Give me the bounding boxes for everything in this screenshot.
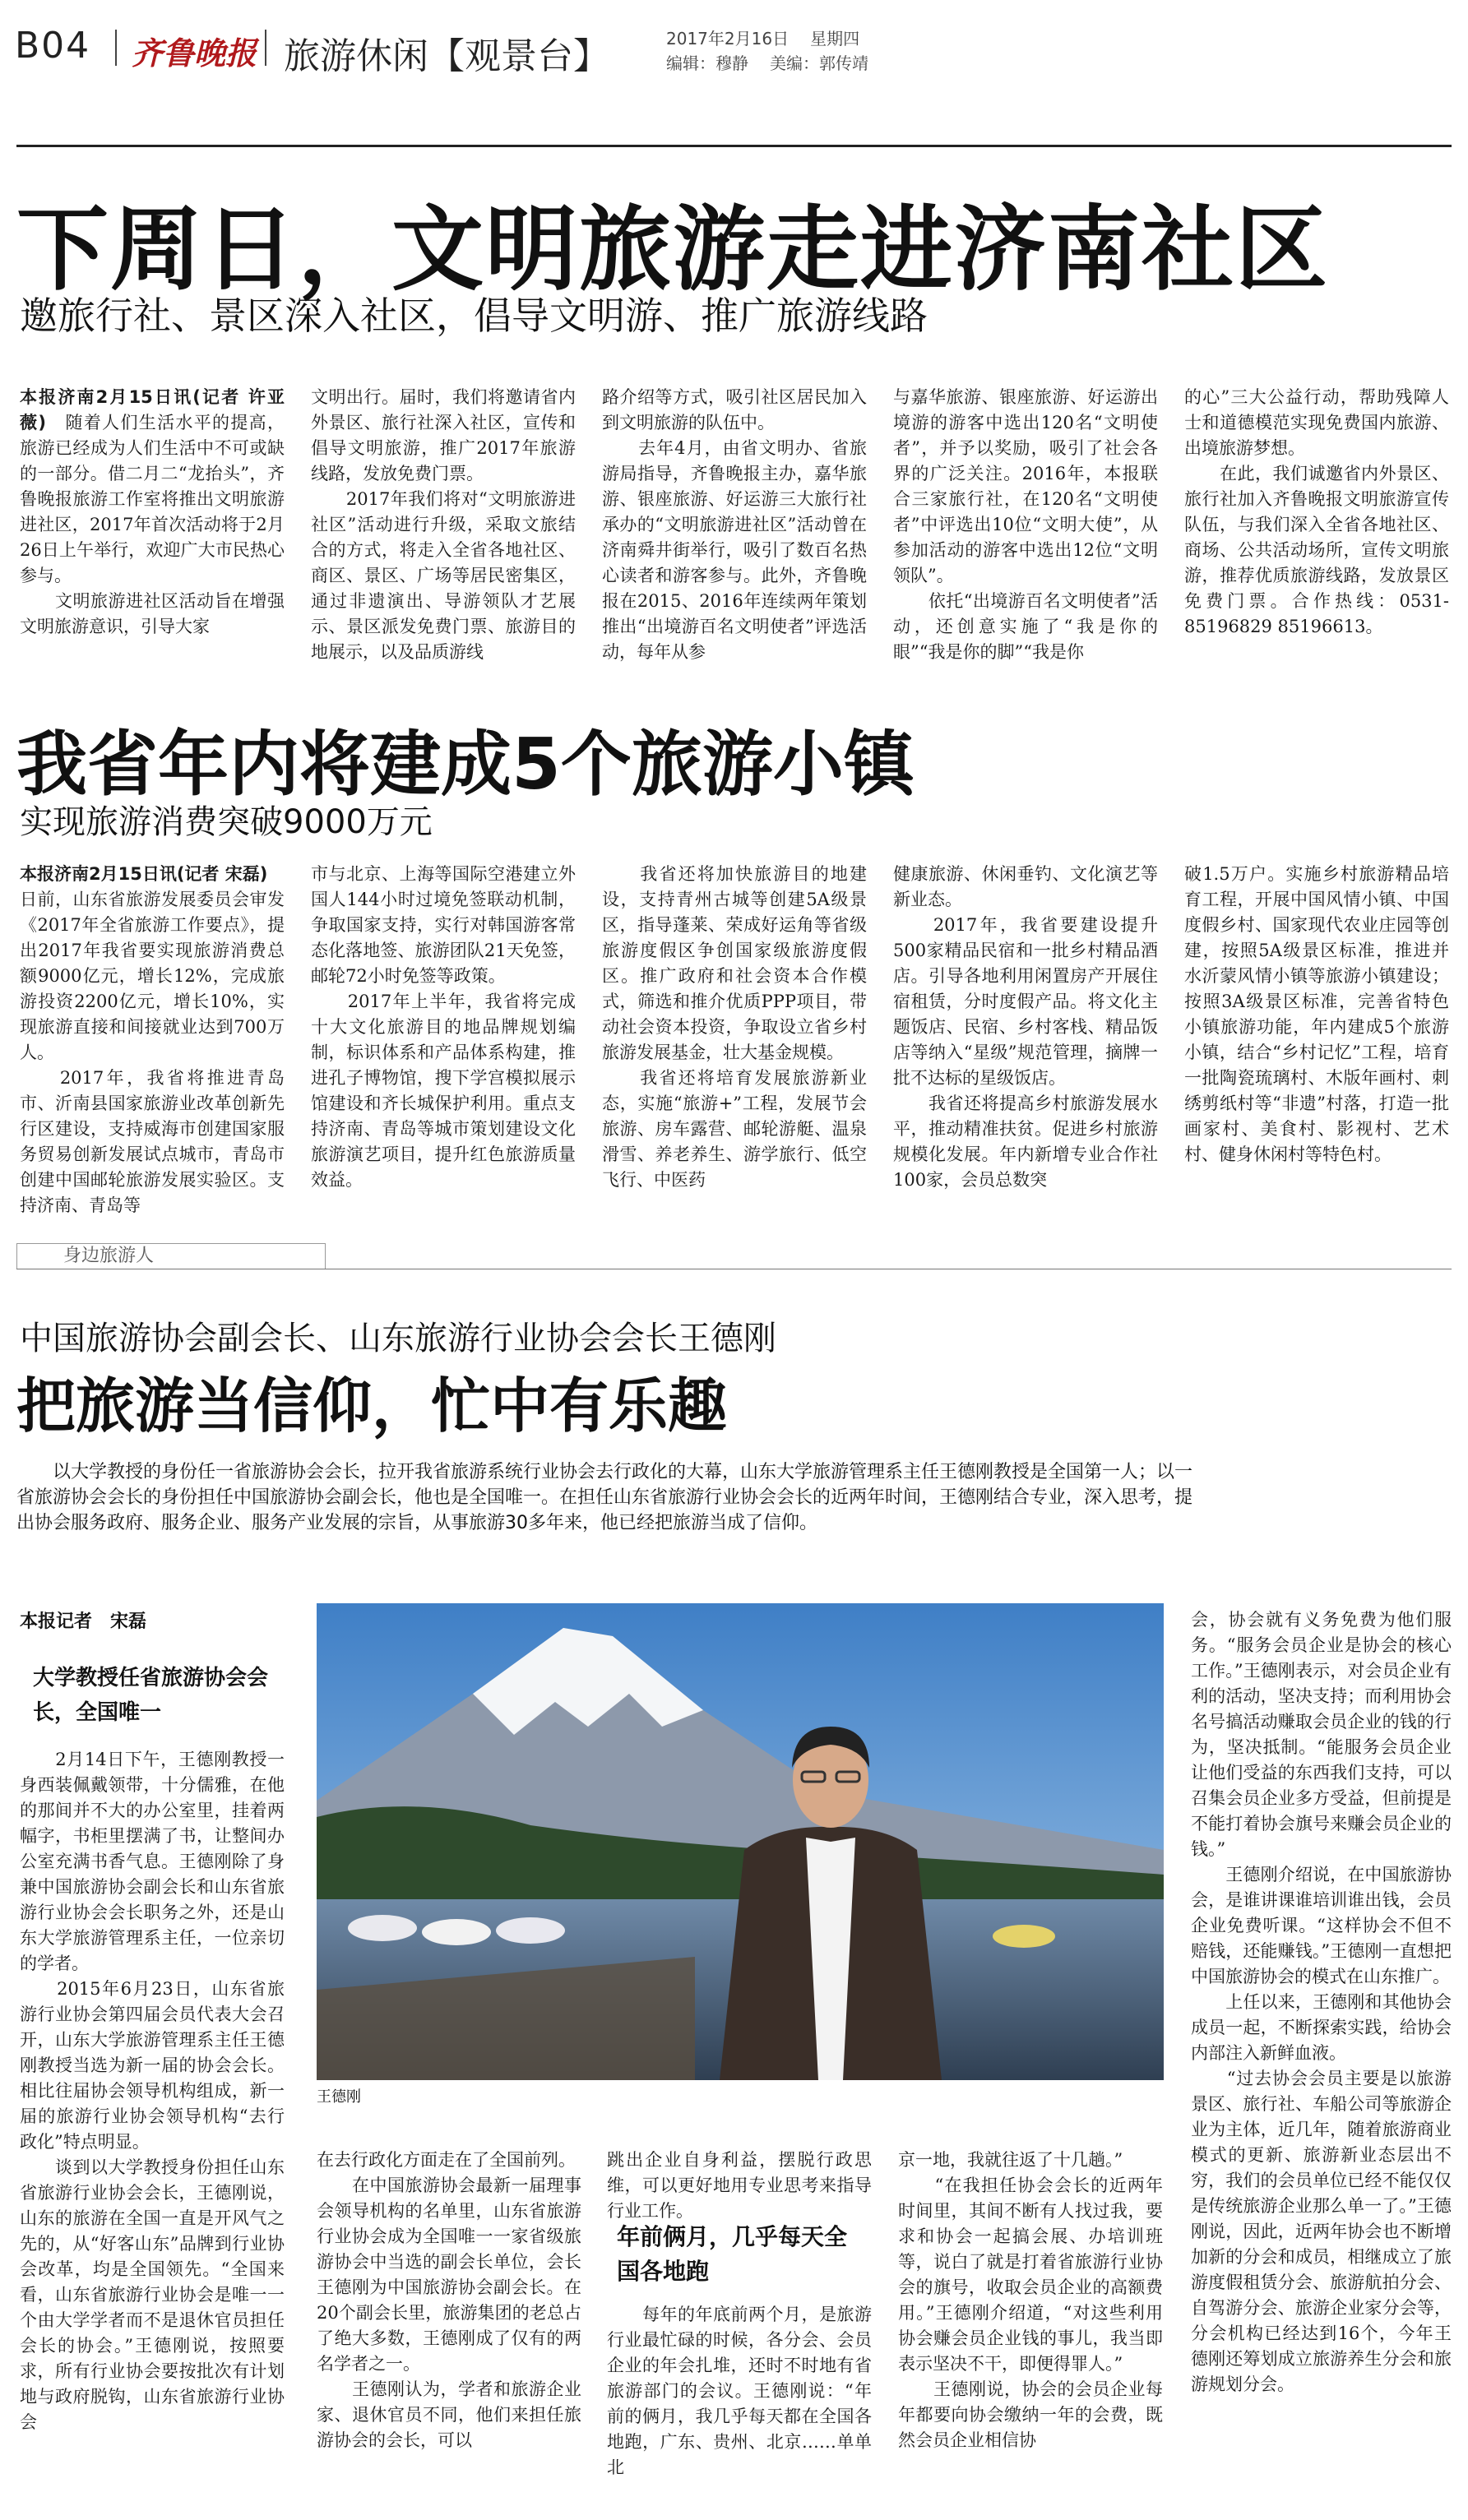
story3-subhead-2: 年前俩月，几乎每天全国各地跑 bbox=[617, 2223, 848, 2285]
story3-kicker: 中国旅游协会副会长、山东旅游行业协会会长王德刚 bbox=[20, 1320, 776, 1357]
story1-column-3: 路介绍等方式，吸引社区居民加入到文明旅游的队伍中。 去年4月，由省文明办、省旅游局指导，齐鲁晚报主办，嘉华旅游、银座旅游、好运游三大旅行社承办的“文明旅游进社区”活动曾在济南舜井街举行，吸引了数百名热心读者和游客参与。此外，齐鲁晚报在2015、2016年连续两年策划推出“出境游百名文明使者”评选活动，每年从参 bbox=[602, 387, 867, 662]
newspaper-logo: 齐鲁晚报 bbox=[132, 35, 257, 72]
story1-column-5: 的心”三大公益行动，帮助残障人士和道德模范实现免费国内旅游、出境旅游梦想。 在此，我们诚邀省内外景区、旅行社加入齐鲁晚报文明旅游宣传队伍，与我们深入全省各地社区、商场、公共活动场所，宣传文明旅游，推荐优质旅游线路，发放景区免费门票。合作热线：0531-85196829 85196613。 bbox=[1184, 387, 1449, 636]
story3-subhead-1: 大学教授任省旅游协会会长，全国唯一 bbox=[33, 1666, 269, 1725]
story2-column-5: 破1.5万户。实施乡村旅游精品培育工程，开展中国风情小镇、中国度假乡村、国家现代农业庄园等创建，按照5A级景区标准，推进并水沂蒙风情小镇等旅游小镇建设；按照3A级景区标准，完善省特色小镇旅游功能，年内建成5个旅游小镇，结合“乡村记忆”工程，培育一批陶瓷琉璃村、木版年画村、刺绣剪纸村等“非遗”村落，打造一批画家村、美食村、影视村、艺术村、健身休闲村等特色村。 bbox=[1184, 864, 1449, 1164]
story3-column-4: 京一地，我就往返了十几趟。” “在我担任协会会长的近两年时间里，其间不断有人找过我，要求和协会一起搞会展、办培训班等，说白了就是打着省旅游行业协会的旗号，收取会员企业的高额费用。”王德刚介绍道，“对这些利用协会赚会员企业钱的事儿，我当即表示坚决不干，即便得罪人。” 王德刚说，协会的会员企业每年都要向协会缴纳一年的会费，既然会员企业相信协 bbox=[898, 2150, 1163, 2450]
story2-column-2: 市与北京、上海等国际空港建立外国人144小时过境免签联动机制，争取国家支持，实行对韩国游客常态化落地签、旅游团队21天免签，邮轮72小时免签等政策。 2017年上半年，我省将完成十大文化旅游目的地品牌规划编制，标识体系和产品体系构建，推进孔子博物馆，搜下学宫模拟展示馆建设和齐长城保护利用。重点支持济南、青岛等城市策划建设文化旅游演艺项目，提升红色旅游质量效益。 bbox=[311, 864, 576, 1190]
story3-headline: 把旅游当信仰，忙中有乐趣 bbox=[16, 1371, 728, 1440]
story1-column-4: 与嘉华旅游、银座旅游、好运游出境游的游客中选出120名“文明使者”，并予以奖励，吸引了社会各界的广泛关注。2016年，本报联合三家旅行社，在120名“文明使者”中评选出10位“文明大使”，从参加活动的游客中选出12位“文明领队”。 依托“出境游百名文明使者”活动，还创意实施了“我是你的眼”“我是你的脚”“我是你 bbox=[893, 387, 1158, 662]
story3-column-3b: 每年的年底前两个月，是旅游行业最忙碌的时候，各分会、会员企业的年会扎堆，还时不时地有省旅游部门的会议。王德刚说：“年前的俩月，我几乎每天都在全国各地跑，广东、贵州、北京……单单北 bbox=[607, 2305, 872, 2477]
story2-subhead: 实现旅游消费突破9000万元 bbox=[20, 803, 433, 841]
section-title: 旅游休闲【观景台】 bbox=[284, 35, 609, 77]
story3-column-1: 2月14日下午，王德刚教授一身西装佩戴领带，十分儒雅，在他的那间并不大的办公室里，挂着两幅字，书柜里摆满了书，让整间办公室充满书香气息。王德刚除了身兼中国旅游协会副会长和山东省旅游行业协会会长职务之外，还是山东大学旅游管理系主任，一位亲切的学者。 2015年6月23日，山东省旅游行业协会第四届会员代表大会召开，山东大学旅游管理系主任王德刚教授当选为新一届的协会会长。相比往届协会领导机构组成，新一届的旅游行业协会领导机构“去行政化”特点明显。 谈到以大学教授身份担任山东省旅游行业协会会长，王德刚说，山东的旅游在全国一直是开风气之先的，从“好客山东”品牌到行业协会改革，均是全国领先。“全国来看，山东省旅游行业协会是唯一一个由大学学者而不是退休官员担任会长的协会。”王德刚说，按照要求，所有行业协会要按批次有计划地与政府脱钩，山东省旅游行业协会 bbox=[20, 1750, 285, 2432]
story1-column-2: 文明出行。届时，我们将邀请省内外景区、旅行社深入社区，宣传和倡导文明旅游，推广2017年旅游线路，发放免费门票。 2017年我们将对“文明旅游进社区”活动进行升级，采取文旅结合的方式，将走入全省各地社区、商区、景区、广场等居民密集区，通过非遗演出、导游领队才艺展示、景区派发免费门票、旅游目的地展示，以及品质游线 bbox=[311, 387, 576, 662]
issue-weekday: 星期四 bbox=[810, 29, 860, 49]
story2-headline: 我省年内将建成5个旅游小镇 bbox=[16, 724, 915, 806]
story1-subhead: 邀旅行社、景区深入社区，倡导文明游、推广旅游线路 bbox=[20, 294, 928, 338]
issue-meta bbox=[666, 26, 890, 76]
editor-credit: 编辑：穆静 bbox=[666, 53, 748, 73]
designer-credit: 美编：郭传靖 bbox=[770, 53, 868, 73]
header-divider bbox=[115, 30, 117, 66]
portrait-photo bbox=[317, 1603, 1164, 2080]
story2-column-4: 健康旅游、休闲垂钓、文化演艺等新业态。 2017年，我省要建设提升500家精品民宿和一批乡村精品酒店。引导各地利用闲置房产开展住宿租赁，分时度假产品。将文化主题饭店、民宿、乡村客栈、精品饭店等纳入“星级”规范管理，摘牌一批不达标的星级饭店。 我省还将提高乡村旅游发展水平，推动精准扶贫。促进乡村旅游规模化发展。年内新增专业合作社100家，会员总数突 bbox=[893, 864, 1158, 1190]
header-rule bbox=[16, 145, 1452, 147]
story3-column-3a: 跳出企业自身利益，摆脱行政思维，可以更好地用专业思考来指导行业工作。 bbox=[607, 2150, 872, 2221]
column-tag: 身边旅游人 bbox=[16, 1243, 326, 1269]
story1-column-1: 本报济南2月15日讯(记者 许亚薇) 随着人们生活水平的提高，旅游已经成为人们生活中不可或缺的一部分。借二月二“龙抬头”，齐鲁晚报旅游工作室将推出文明旅游进社区，2017年首次活动将于2月26日上午举行，欢迎广大市民热心参与。 文明旅游进社区活动旨在增强文明旅游意识，引导大家 bbox=[20, 387, 285, 636]
photo-caption: 王德刚 bbox=[317, 2088, 361, 2106]
story1-headline: 下周日，文明旅游走进济南社区 bbox=[16, 197, 1329, 303]
story2-column-3: 我省还将加快旅游目的地建设，支持青州古城等创建5A级景区，指导蓬莱、荣成好运角等省级旅游度假区争创国家级旅游度假区。推广政府和社会资本合作模式，筛选和推介优质PPP项目，带动社会资本投资，争取设立省乡村旅游发展基金，壮大基金规模。 我省还将培育发展旅游新业态，实施“旅游+”工程，发展节会旅游、房车露营、邮轮游艇、温泉滑雪、养老养生、游学旅行、低空飞行、中医药 bbox=[602, 864, 867, 1190]
reporter-byline: 本报记者 宋磊 bbox=[20, 1611, 147, 1632]
story2-column-1: 本报济南2月15日讯(记者 宋磊) 日前，山东省旅游发展委员会审发《2017年全省旅游工作要点》，提出2017年我省要实现旅游消费总额9000亿元，增长12%，完成旅游投资2200亿元，增长10%，实现旅游直接和间接就业达到700万人。 2017年，我省将推进青岛市、沂南县国家旅游业改革创新先行区建设，支持威海市创建国家服务贸易创新发展试点城市，青岛市创建中国邮轮旅游发展实验区。支持济南、青岛等 bbox=[20, 864, 285, 1215]
issue-date: 2017年2月16日 bbox=[666, 29, 790, 49]
lake-mountain-scene bbox=[317, 1603, 1164, 2080]
story3-column-2: 在去行政化方面走在了全国前列。 在中国旅游协会最新一届理事会领导机构的名单里，山东省旅游行业协会成为全国唯一一家省级旅游协会中当选的副会长单位，会长王德刚为中国旅游协会副会长。在20个副会长里，旅游集团的老总占了绝大多数，王德刚成了仅有的两名学者之一。 王德刚认为，学者和旅游企业家、退休官员不同，他们来担任旅游协会的会长，可以 bbox=[317, 2150, 581, 2450]
header-divider bbox=[265, 30, 266, 66]
story3-intro: 以大学教授的身份任一省旅游协会会长，拉开我省旅游系统行业协会去行政化的大幕，山东大学旅游管理系主任王德刚教授是全国第一人；以一省旅游协会会长的身份担任中国旅游协会副会长，他也是全国唯一。在担任山东省旅游行业协会会长的近两年时间，王德刚结合专业，深入思考，提出协会服务政府、服务企业、服务产业发展的宗旨，从事旅游30多年来，他已经把旅游当成了信仰。 bbox=[16, 1462, 1193, 1533]
story3-column-5: 会，协会就有义务免费为他们服务。“服务会员企业是协会的核心工作。”王德刚表示，对会员企业有利的活动，坚决支持；而利用协会名号搞活动赚取会员企业的钱的行为，坚决抵制。“能服务会员企业让他们受益的东西我们支持，可以召集会员企业多方受益，但前提是不能打着协会旗号来赚会员企业的钱。” 王德刚介绍说，在中国旅游协会，是谁讲课谁培训谁出钱，会员企业免费听课。“这样协会不但不赔钱，还能赚钱。”王德刚一直想把中国旅游协会的模式在山东推广。 上任以来，王德刚和其他协会成员一起，不断探索实践，给协会内部注入新鲜血液。 “过去协会会员主要是以旅游景区、旅行社、车船公司等旅游企业为主体，近几年，随着旅游商业模式的更新、旅游新业态层出不穷，我们的会员单位已经不能仅仅是传统旅游企业那么单一了。”王德刚说，因此，近两年协会也不断增加新的分会和成员，相继成立了旅游度假租赁分会、旅游航拍分会、自驾游分会、旅游企业家分会等，分会机构已经达到16个，今年王德刚还筹划成立旅游养生分会和旅游规划分会。 bbox=[1191, 1610, 1452, 2394]
page-number: B04 bbox=[15, 25, 91, 67]
